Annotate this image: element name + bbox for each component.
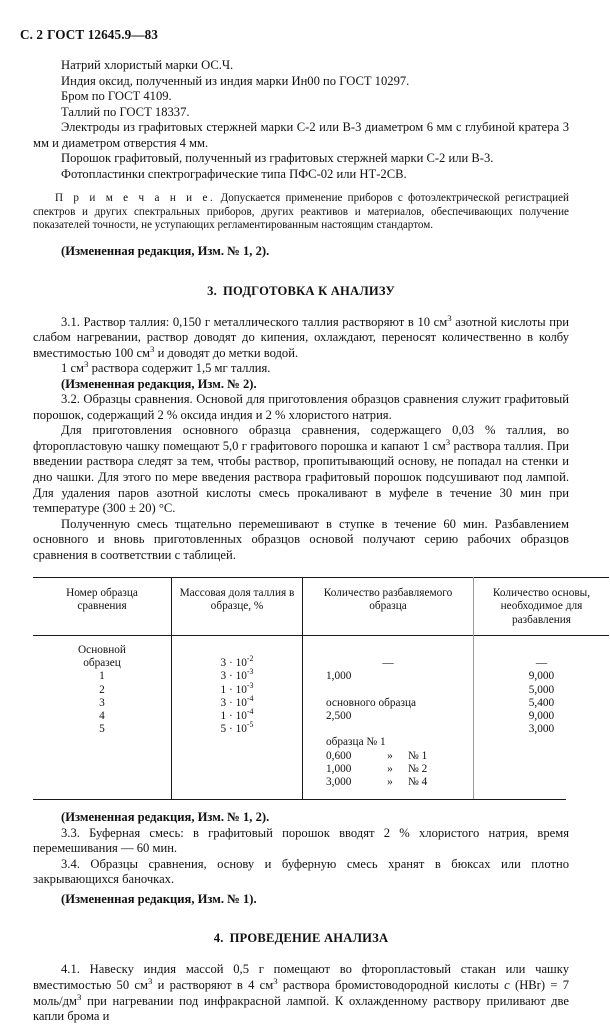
table-mass-fraction: $1 \cdot 10^{-4}$ [220, 707, 254, 722]
paragraph-3-3-number: 3.3. [61, 825, 80, 840]
paragraph-3-3 [33, 826, 569, 857]
table-sample-number: Основной [78, 643, 126, 656]
paragraph-3-1-number: 3.1. [61, 314, 80, 329]
table-mass-fraction: $3 \cdot 10^{-2}$ [220, 654, 254, 670]
paragraph-3-3-text: Буферная смесь: в графитовый порошок вводят 2 % хлористого натрия, время перемешивания — 60 мин. [33, 825, 569, 856]
table-bottom-rule [33, 799, 566, 800]
ditto-mark: » [387, 762, 393, 775]
header-line: Количество разбавляемого [323, 587, 453, 600]
table-sample-number: образец [83, 657, 121, 670]
paragraph-3-2-mixing: Полученную смесь тщательно перемешивают в ступке в течение 60 мин. Разбавлением основного и вновь приготовленных образцов основой получают серию рабочих образцов сравнения в соответствии с таблицей. [33, 516, 569, 562]
exponent: -3 [246, 680, 254, 690]
table-mass-fraction: $3 \cdot 10^{-4}$ [220, 693, 254, 709]
table-base-amount: 5,000 [528, 683, 555, 696]
paragraph-3-2-number: 3.2. [61, 392, 80, 407]
table-mass-fraction: $1 \cdot 10^{-3}$ [220, 680, 254, 696]
paragraph-3-2-text: Образцы сравнения. Основой для приготовления образцов сравнения служит графитовый порошок, содержащий 2 % оксида индия и 2 % хлористого натрия. [33, 392, 569, 422]
table-sample-number: 3 [99, 696, 105, 709]
reagent-line: Натрий хлористый марки ОС.Ч. [61, 58, 234, 72]
comparison-samples-table [33, 577, 609, 799]
table-header-row [33, 578, 609, 636]
paragraph-4-1 [33, 962, 569, 1024]
table-diluted-amount [308, 670, 468, 710]
running-head [20, 27, 590, 43]
table-spacer [177, 644, 297, 657]
note-label: П р и м е ч а н и е. [55, 192, 216, 205]
reagent-line: Бром по ГОСТ 4109. [61, 89, 172, 104]
reagent-line: Индия оксид, полученный из индия марки Ин00 по ГОСТ 10297. [61, 73, 410, 88]
paragraph-4-1-text-b: и растворяют в 4 см [152, 977, 274, 992]
reagent-line: Порошок графитовый, полученный из графитовых стержней марки С-2 или В-3. [61, 151, 494, 166]
diluted-amount-value: 1,000 [326, 762, 352, 775]
table-base-amount: 9,000 [528, 709, 555, 722]
table-diluted-amount [308, 750, 468, 763]
preparation-text-b: раствора таллия. При введении раствора следят за тем, чтобы раствор, пропитывающий основу, не попадал на стенки и дно чашки. Для этого по мере введения раствора графитовый порошок подсушивают под лампой. Для удаления паров азотной кислоты смесь прокаливают в муфеле в течение 30 мин при температуре (300 ± 20) °С. [33, 438, 569, 516]
exponent: -4 [246, 707, 254, 717]
header-line: Количество основы, [492, 587, 591, 600]
concentration-text-a: 1 см [61, 361, 85, 376]
table-row [33, 635, 609, 799]
exponent: -2 [246, 654, 254, 664]
cubic-cm-exponent: 3 [445, 436, 451, 447]
section-4-number: 4. [213, 931, 224, 946]
diluted-amount-gap [326, 723, 468, 736]
column-header-diluted-amount [303, 578, 474, 636]
section-3-number: 3. [207, 283, 217, 298]
ditto-mark: » [387, 775, 393, 788]
header-line: Массовая доля таллия в [179, 587, 295, 600]
paragraph-3-4 [33, 857, 569, 888]
paragraph-3-4-number: 3.4. [61, 856, 80, 871]
table-diluted-amount [308, 763, 468, 776]
cell-diluted-amount [303, 635, 474, 799]
paragraph-4-1-text-d: (НВr) = 7 моль/дм [33, 977, 570, 1008]
cubic-cm-exponent: 3 [84, 358, 89, 369]
table-mass-fraction: $5 \cdot 10^{-5}$ [220, 720, 254, 736]
paragraph-3-4-text: Образцы сравнения, основу и буферную смесь хранят в бюксах или плотно закрывающихся баночках. [33, 856, 569, 887]
revision-marker: (Измененная редакция, Изм. № 1, 2). [61, 243, 270, 258]
table-base-amount: — [535, 657, 548, 670]
table-base-amount: 3,000 [528, 723, 555, 736]
diluted-amount-value: 2,500 [326, 709, 352, 722]
cell-sample-number [33, 635, 172, 799]
cubic-cm-exponent: 3 [150, 343, 155, 354]
table-sample-number: 2 [99, 683, 105, 696]
table-sample-number: 5 [99, 723, 105, 736]
paragraph-4-1-text-c: раствора бромистоводородной кислоты [277, 977, 505, 992]
table-diluted-amount: — [382, 657, 394, 670]
diluted-amount-value: 3,000 [326, 775, 352, 788]
paragraph-3-1-text-a: Раствор таллия: 0,150 г металлического таллия растворяют в 10 см [79, 314, 448, 329]
table-body [33, 635, 609, 799]
table-diluted-amount [308, 776, 468, 789]
table-sample-number: 1 [99, 670, 105, 683]
table-base-amount: 9,000 [528, 670, 555, 683]
diluted-amount-value: 0,600 [326, 749, 352, 762]
table-mass-fraction: $3 \cdot 10^{-3}$ [220, 667, 254, 683]
cubic-cm-exponent: 3 [273, 975, 278, 986]
paragraph-4-1-number: 4.1. [61, 962, 80, 977]
diluted-amount-label: № 1 [408, 749, 428, 762]
table-sample-number: 4 [99, 709, 105, 722]
page-content [33, 58, 591, 1025]
reagent-line: Таллий по ГОСТ 18337. [61, 104, 190, 119]
table-spacer [308, 644, 468, 657]
paragraph-3-1-text-b: азотной кислоты при слабом нагревании, раствор доводят до кипения, охлаждают, переносят количественно в колбу вместимостью 100 см [33, 314, 570, 360]
table-diluted-amount [308, 710, 468, 750]
column-header-mass-fraction [172, 578, 303, 636]
revision-marker: (Измененная редакция, Изм. № 1, 2). [61, 810, 270, 825]
page-number-label: С. 2 [20, 27, 44, 42]
paragraph-3-2-preparation [33, 423, 569, 516]
note-text: Допускается применение приборов с фотоэлектрической регистрацией спектров и других спектральных приборов, других реактивов и материалов, обеспечивающих получение показателей точности, не уступающих регламентированным настоящим стандартом. [33, 192, 569, 231]
reagent-line: Электроды из графитовых стержней марки С-2 или В-3 диаметром 6 мм с глубиной кратера 3 мм и диаметром отверстия 4 мм. [33, 120, 569, 150]
concentration-symbol: с [504, 977, 510, 992]
diluted-amount-label: № 4 [408, 775, 428, 788]
header-line: сравнения [77, 600, 127, 613]
table-base-amount: 5,400 [528, 696, 555, 709]
diluted-amount-label: № 2 [408, 762, 428, 775]
exponent: -3 [246, 667, 254, 677]
concentration-text-b: раствора содержит 1,5 мг таллия. [88, 361, 271, 376]
standard-designation: ГОСТ 12645.9—83 [47, 27, 158, 42]
section-3-heading [33, 284, 569, 299]
header-line: необходимое для [500, 600, 583, 613]
exponent: -4 [246, 693, 254, 703]
header-line: образце, % [210, 600, 264, 613]
reagent-line: Фотопластинки спектрографические типа ПФС-02 или НТ-2СВ. [61, 166, 407, 181]
column-header-sample-number [33, 578, 172, 636]
paragraph-3-1-text-c: и доводят до метки водой. [154, 345, 299, 360]
diluted-amount-label: основного образца [326, 696, 417, 709]
diluted-amount-label: образца № 1 [326, 736, 386, 749]
column-header-base-amount [474, 578, 610, 636]
preparation-text-a: Для приготовления основного образца сравнения, содержащего 0,03 % таллия, во фторопластовую чашку помещают 5,0 г графитового порошка и капают 1 см [33, 423, 569, 453]
paragraph-3-1 [33, 312, 570, 362]
cubic-dm-exponent: 3 [77, 991, 82, 1002]
revision-marker: (Измененная редакция, Изм. № 2). [61, 376, 257, 391]
revision-marker: (Измененная редакция, Изм. № 1). [61, 891, 257, 906]
paragraph-4-1-text-a: Навеску индия массой 0,5 г помещают во фторопластовый стакан или чашку вместимостью 50 см [33, 962, 569, 992]
paragraph-3-2 [33, 392, 569, 423]
diluted-amount-gap [326, 684, 468, 697]
header-line: Номер образца [66, 587, 138, 600]
cell-base-amount [474, 635, 610, 799]
paragraph-4-1-text-e: при нагревании под инфракрасной лампой. К охлажденному раствору приливают две капли брома и [33, 993, 569, 1024]
header-line: разбавления [511, 613, 571, 626]
section-4-heading [33, 931, 569, 946]
cell-mass-fraction [172, 635, 303, 799]
exponent: -5 [246, 720, 254, 730]
cubic-cm-exponent: 3 [147, 975, 153, 986]
ditto-mark: » [387, 749, 393, 762]
cubic-cm-exponent: 3 [447, 312, 452, 323]
table-spacer [479, 644, 604, 657]
note-paragraph [33, 192, 569, 232]
comparison-samples-table-wrapper [33, 577, 591, 800]
table-header [33, 578, 609, 636]
diluted-amount-value: 1,000 [326, 670, 352, 683]
section-4-title: ПРОВЕДЕНИЕ АНАЛИЗА [229, 931, 389, 946]
paragraph-3-1-concentration [33, 358, 569, 377]
section-3-title: ПОДГОТОВКА К АНАЛИЗУ [222, 283, 395, 298]
header-line: образца [369, 600, 407, 613]
